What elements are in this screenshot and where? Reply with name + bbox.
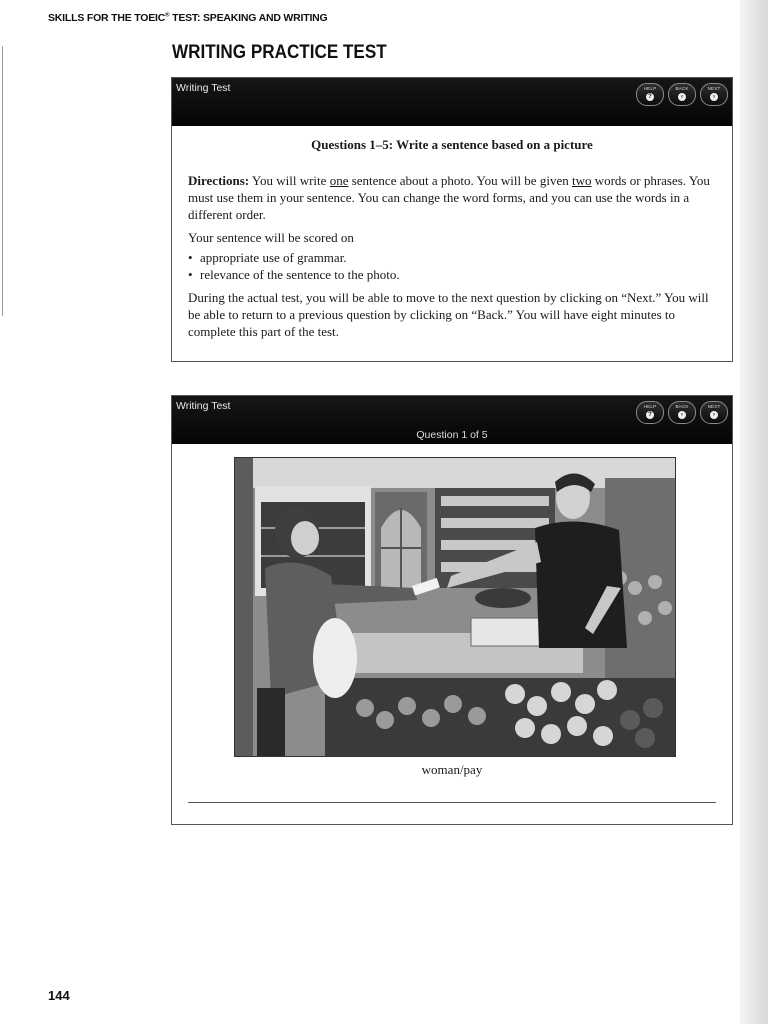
next-button[interactable] xyxy=(700,401,728,424)
window-title: Writing Test xyxy=(176,400,231,412)
section-title: WRITING PRACTICE TEST xyxy=(172,42,387,63)
next-button-label: NEXT xyxy=(707,404,721,409)
question-counter: Question 1 of 5 xyxy=(416,429,488,441)
running-head: SKILLS FOR THE TOEIC® TEST: SPEAKING AND WRITING xyxy=(48,12,328,24)
scoring-criteria-list xyxy=(188,249,716,283)
directions-label: Directions: xyxy=(188,173,250,188)
question-window xyxy=(171,395,733,825)
back-arrow-icon: ‹ xyxy=(678,411,686,419)
scoring-intro: Your sentence will be scored on xyxy=(188,230,354,245)
help-button[interactable] xyxy=(636,401,664,424)
list-item: • relevance of the sentence to the photo. xyxy=(188,266,716,283)
back-button-label: BACK xyxy=(675,86,689,91)
page-edge-shadow xyxy=(740,0,768,1024)
next-button[interactable] xyxy=(700,83,728,106)
window-titlebar xyxy=(172,396,732,444)
window-title: Writing Test xyxy=(176,82,231,94)
next-arrow-icon: › xyxy=(710,411,718,419)
photo-illustration xyxy=(235,458,675,756)
back-button[interactable] xyxy=(668,401,696,424)
answer-line[interactable] xyxy=(188,802,716,803)
next-button-label: NEXT xyxy=(707,86,721,91)
help-button-label: HELP xyxy=(643,404,657,409)
back-button-label: BACK xyxy=(675,404,689,409)
window-titlebar xyxy=(172,78,732,126)
question-mark-icon: ? xyxy=(646,93,654,101)
back-arrow-icon: ‹ xyxy=(678,93,686,101)
help-button-label: HELP xyxy=(643,86,657,91)
nav-button-group xyxy=(636,401,728,424)
word-prompt: woman/pay xyxy=(421,762,483,777)
next-arrow-icon: › xyxy=(710,93,718,101)
directions-body xyxy=(172,126,732,340)
back-button[interactable] xyxy=(668,83,696,106)
navigation-instructions: During the actual test, you will be able to move to the next question by clicking on “Next.” You will be able to return to a previous question by clicking on “Back.” You will have eight minutes to complete this part of the test. xyxy=(188,290,709,339)
nav-button-group xyxy=(636,83,728,106)
directions-window xyxy=(171,77,733,362)
market-stall-photo xyxy=(234,457,676,757)
questions-heading: Questions 1–5: Write a sentence based on a picture xyxy=(311,137,593,152)
help-button[interactable] xyxy=(636,83,664,106)
question-mark-icon: ? xyxy=(646,411,654,419)
directions-paragraph: Directions: You will write one sentence about a photo. You will be given two words or phrases. You must use them in your sentence. You can change the word forms, and you can use the words in a different order. xyxy=(188,173,710,222)
list-item: • appropriate use of grammar. xyxy=(188,249,716,266)
page-number: 144 xyxy=(48,988,70,1003)
margin-rule xyxy=(2,46,3,316)
